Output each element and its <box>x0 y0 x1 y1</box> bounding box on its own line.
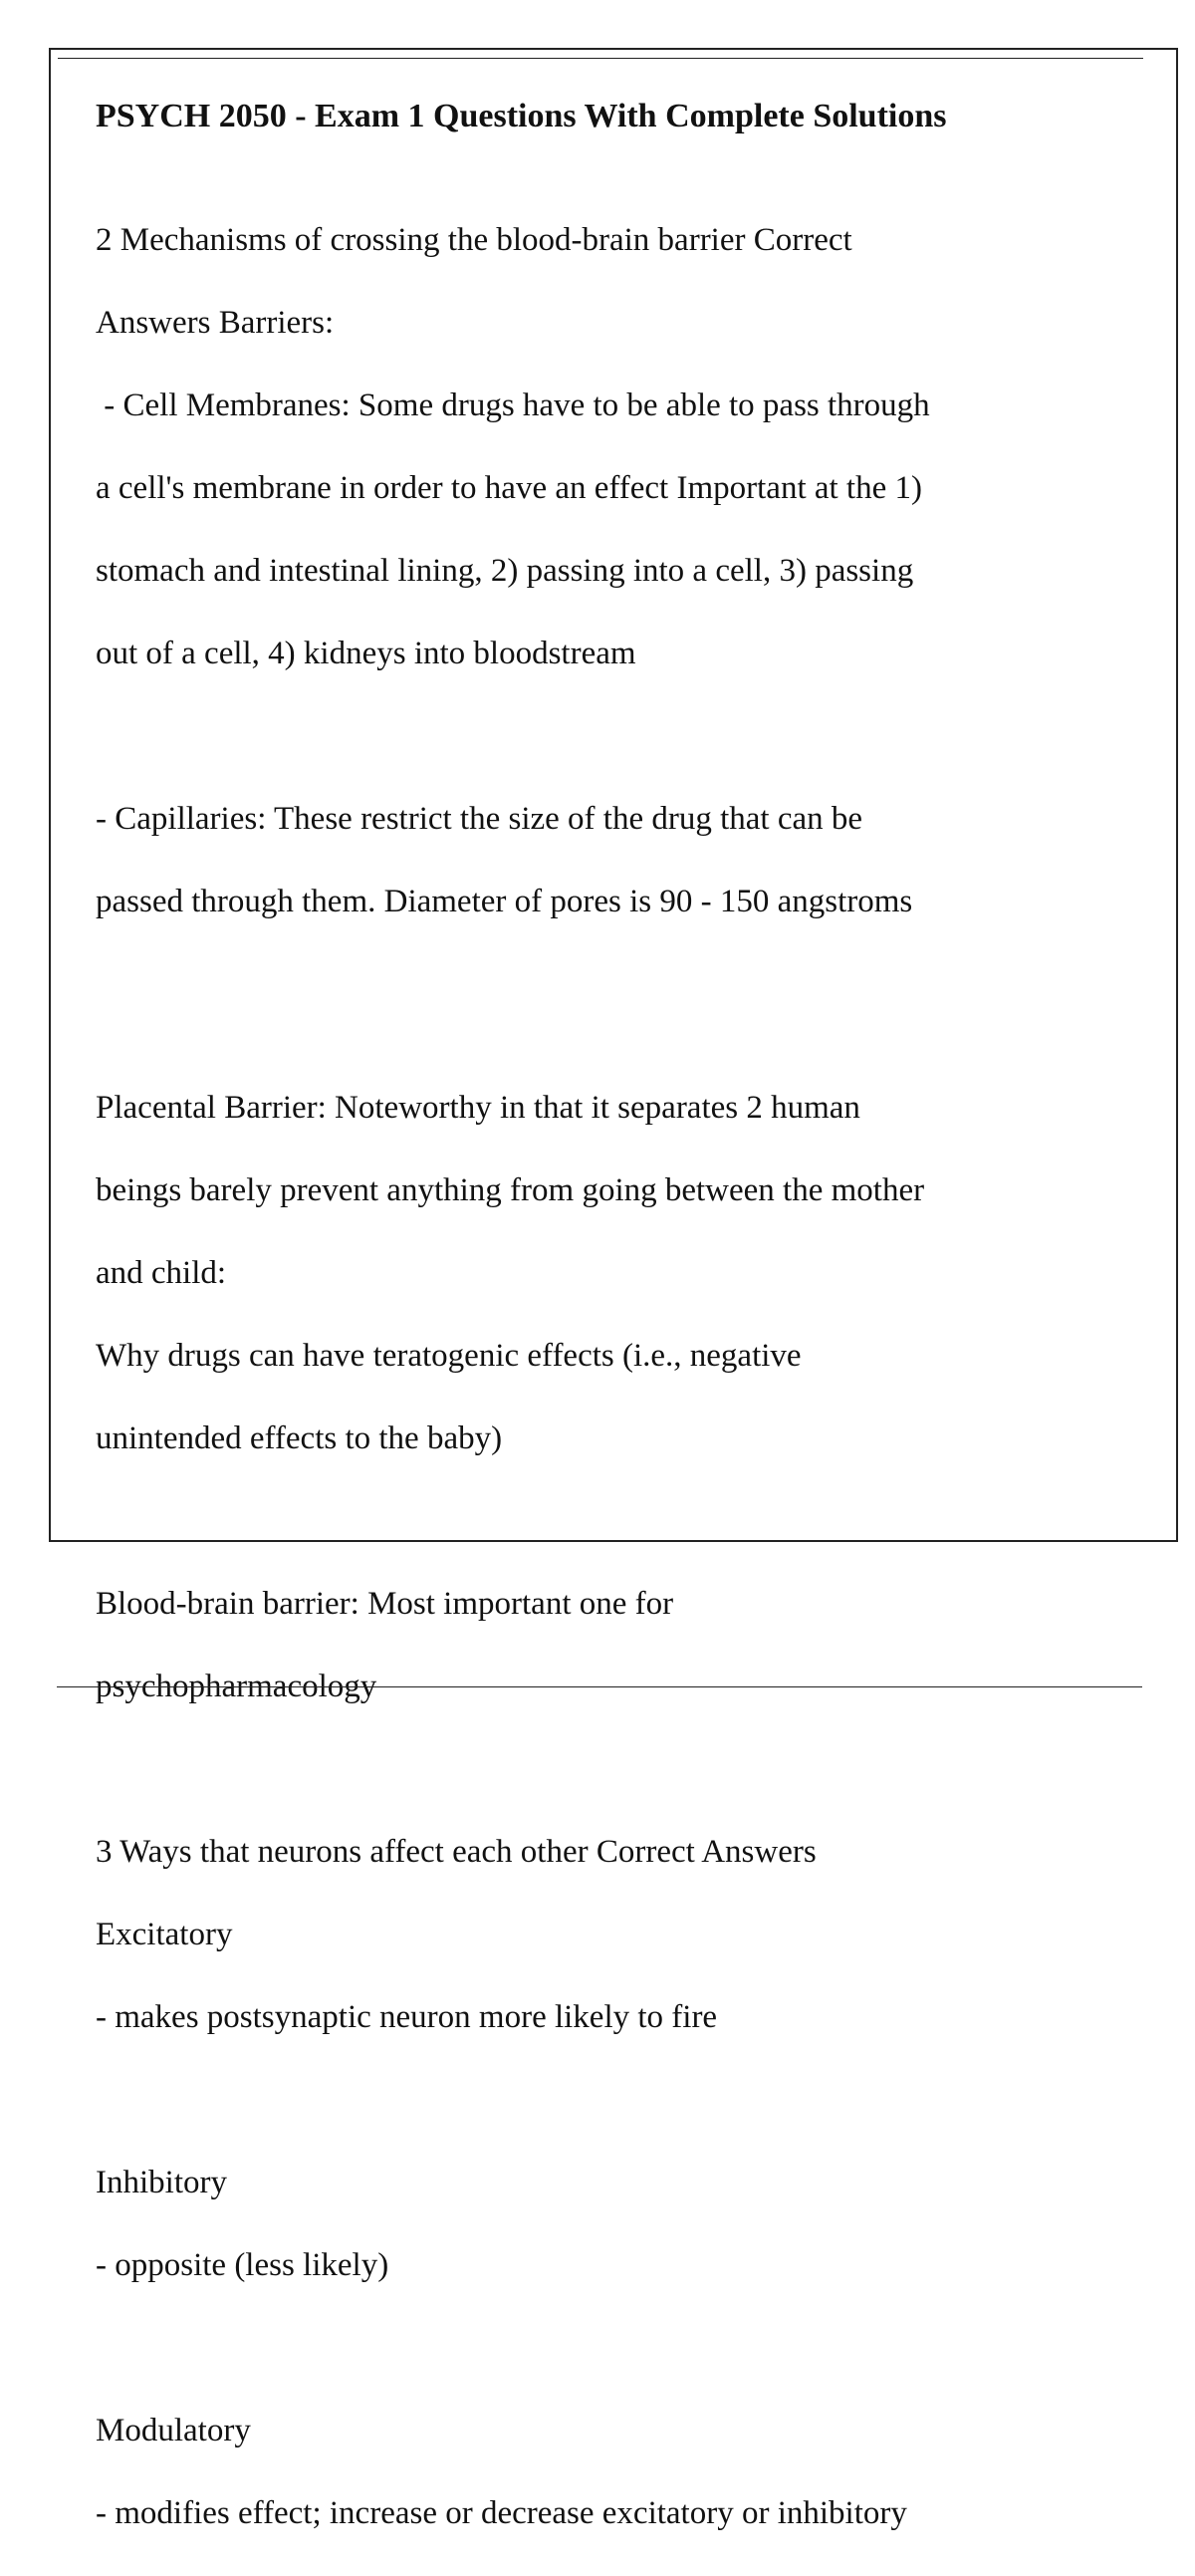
text-line: Modulatory <box>96 2411 1052 2452</box>
bottom-rule-line <box>57 1686 1142 1687</box>
text-line: Blood-brain barrier: Most important one for <box>96 1584 1052 1626</box>
text-line: and child: <box>96 1253 1052 1295</box>
answer-block-modulatory <box>96 2370 1052 2576</box>
text-line: unintended effects to the baby) <box>96 1418 1052 1460</box>
text-line: passed through them. Diameter of pores is 90 - 150 angstroms <box>96 882 1052 923</box>
answer-block-mechanisms <box>96 178 1052 716</box>
spacer <box>96 2080 1052 2122</box>
text-line: - opposite (less likely) <box>96 2245 1052 2287</box>
text-line: Why drugs can have teratogenic effects (i.e., negative <box>96 1336 1052 1378</box>
document-body <box>96 96 1052 2576</box>
text-line: Inhibitory <box>96 2163 1052 2204</box>
spacer <box>96 1749 1052 1791</box>
text-line: beings barely prevent anything from going between the mother <box>96 1170 1052 1212</box>
spacer <box>96 2328 1052 2370</box>
text-line: Answers Barriers: <box>96 303 1052 345</box>
text-line: stomach and intestinal lining, 2) passing into a cell, 3) passing <box>96 551 1052 593</box>
document-title: PSYCH 2050 - Exam 1 Questions With Complete Solutions <box>96 96 1052 136</box>
text-line: Excitatory <box>96 1915 1052 1956</box>
text-line: - Capillaries: These restrict the size of the drug that can be <box>96 799 1052 841</box>
answer-block-inhibitory <box>96 2122 1052 2329</box>
text-line: - modifies effect; increase or decrease excitatory or inhibitory <box>96 2493 1052 2535</box>
top-rule-line <box>58 58 1143 59</box>
spacer <box>96 964 1052 1047</box>
text-line: 3 Ways that neurons affect each other Correct Answers <box>96 1832 1052 1874</box>
spacer <box>96 1501 1052 1543</box>
text-line: Placental Barrier: Noteworthy in that it separates 2 human <box>96 1088 1052 1130</box>
answer-block-neurons <box>96 1791 1052 2081</box>
answer-block-bbb <box>96 1543 1052 1750</box>
text-line: psychopharmacology <box>96 1667 1052 1708</box>
text-line: - makes postsynaptic neuron more likely to fire <box>96 1997 1052 2039</box>
text-line: 2 Mechanisms of crossing the blood-brain barrier Correct <box>96 220 1052 262</box>
answer-block-capillaries <box>96 757 1052 964</box>
text-line: - Cell Membranes: Some drugs have to be able to pass through <box>96 386 1052 427</box>
answer-block-placental <box>96 1047 1052 1502</box>
text-line: a cell's membrane in order to have an effect Important at the 1) <box>96 468 1052 510</box>
spacer <box>96 716 1052 758</box>
text-line: out of a cell, 4) kidneys into bloodstream <box>96 634 1052 675</box>
